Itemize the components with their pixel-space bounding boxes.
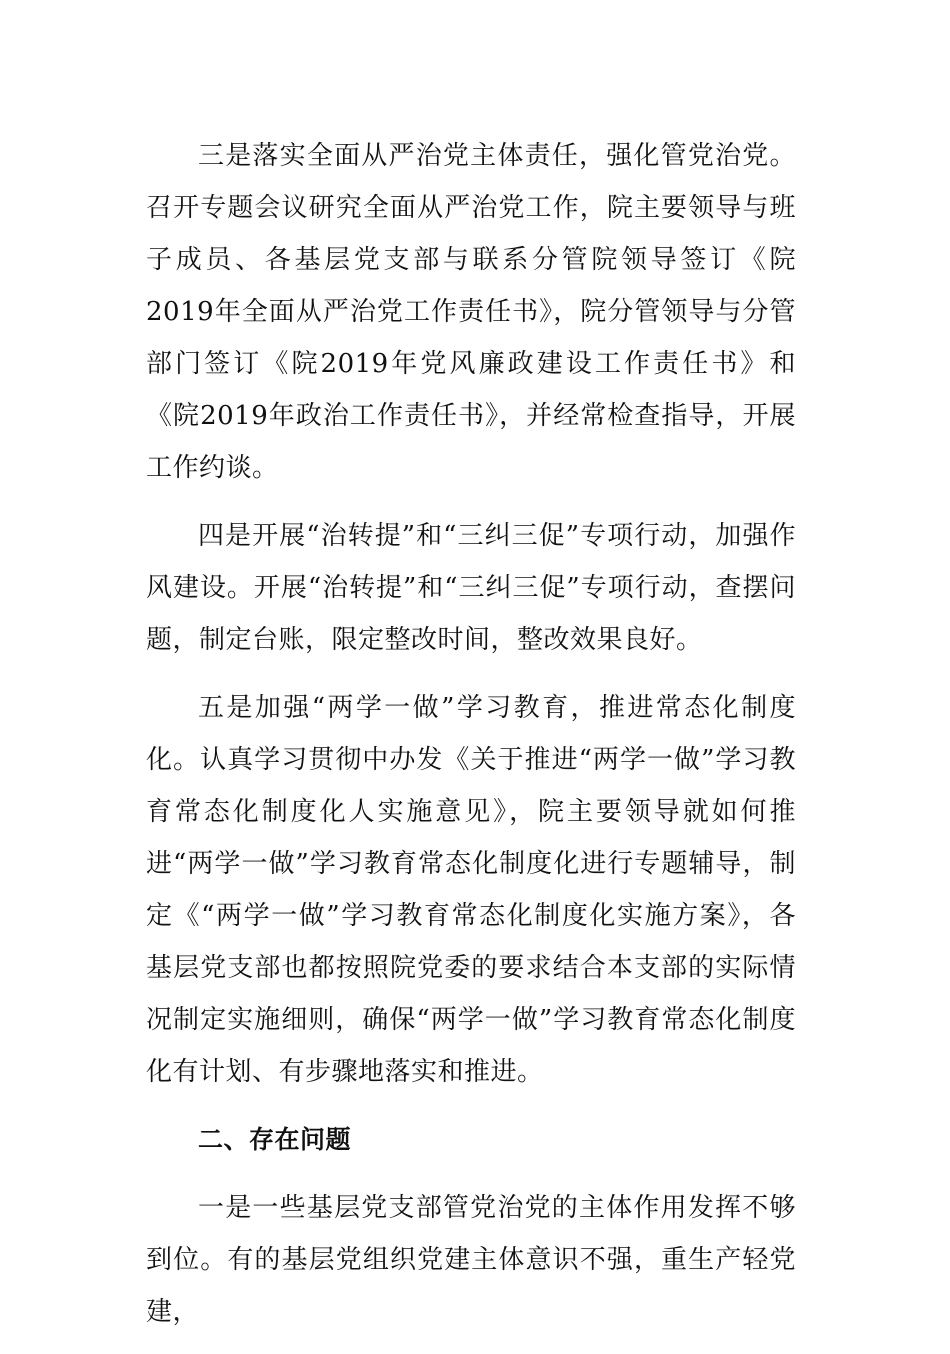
section-heading-problems: 二、存在问题 (198, 1125, 352, 1154)
paragraph-problem-one: 一是一些基层党支部管党治党的主体作用发挥不够到位。有的基层党组织党建主体意识不强，重生产轻党建， (146, 1193, 796, 1327)
document-body (146, 130, 796, 1354)
paragraph-special-action: 四是开展“治转提”和“三纠三促”专项行动，加强作风建设。开展“治转提”和“三纠三促”专项行动，查摆问题，制定台账，限定整改时间，整改效果良好。 (146, 521, 796, 655)
paragraph-study-education: 五是加强“两学一做”学习教育，推进常态化制度化。认真学习贯彻中办发《关于推进“两学一做”学习教育常态化制度化人实施意见》，院主要领导就如何推进“两学一做”学习教育常态化制度化进行专题辅导，制定《“两学一做”学习教育常态化制度化实施方案》，各基层党支部也都按照院党委的要求结合本支部的实际情况制定实施细则，确保“两学一做”学习教育常态化制度化有计划、有步骤地落实和推进。 (146, 693, 796, 1087)
paragraph-responsibility: 三是落实全面从严治党主体责任，强化管党治党。召开专题会议研究全面从严治党工作，院主要领导与班子成员、各基层党支部与联系分管院领导签订《院2019年全面从严治党工作责任书》，院分管领导与分管部门签订《院2019年党风廉政建设工作责任书》和《院2019年政治工作责任书》，并经常检查指导，开展工作约谈。 (146, 141, 796, 483)
